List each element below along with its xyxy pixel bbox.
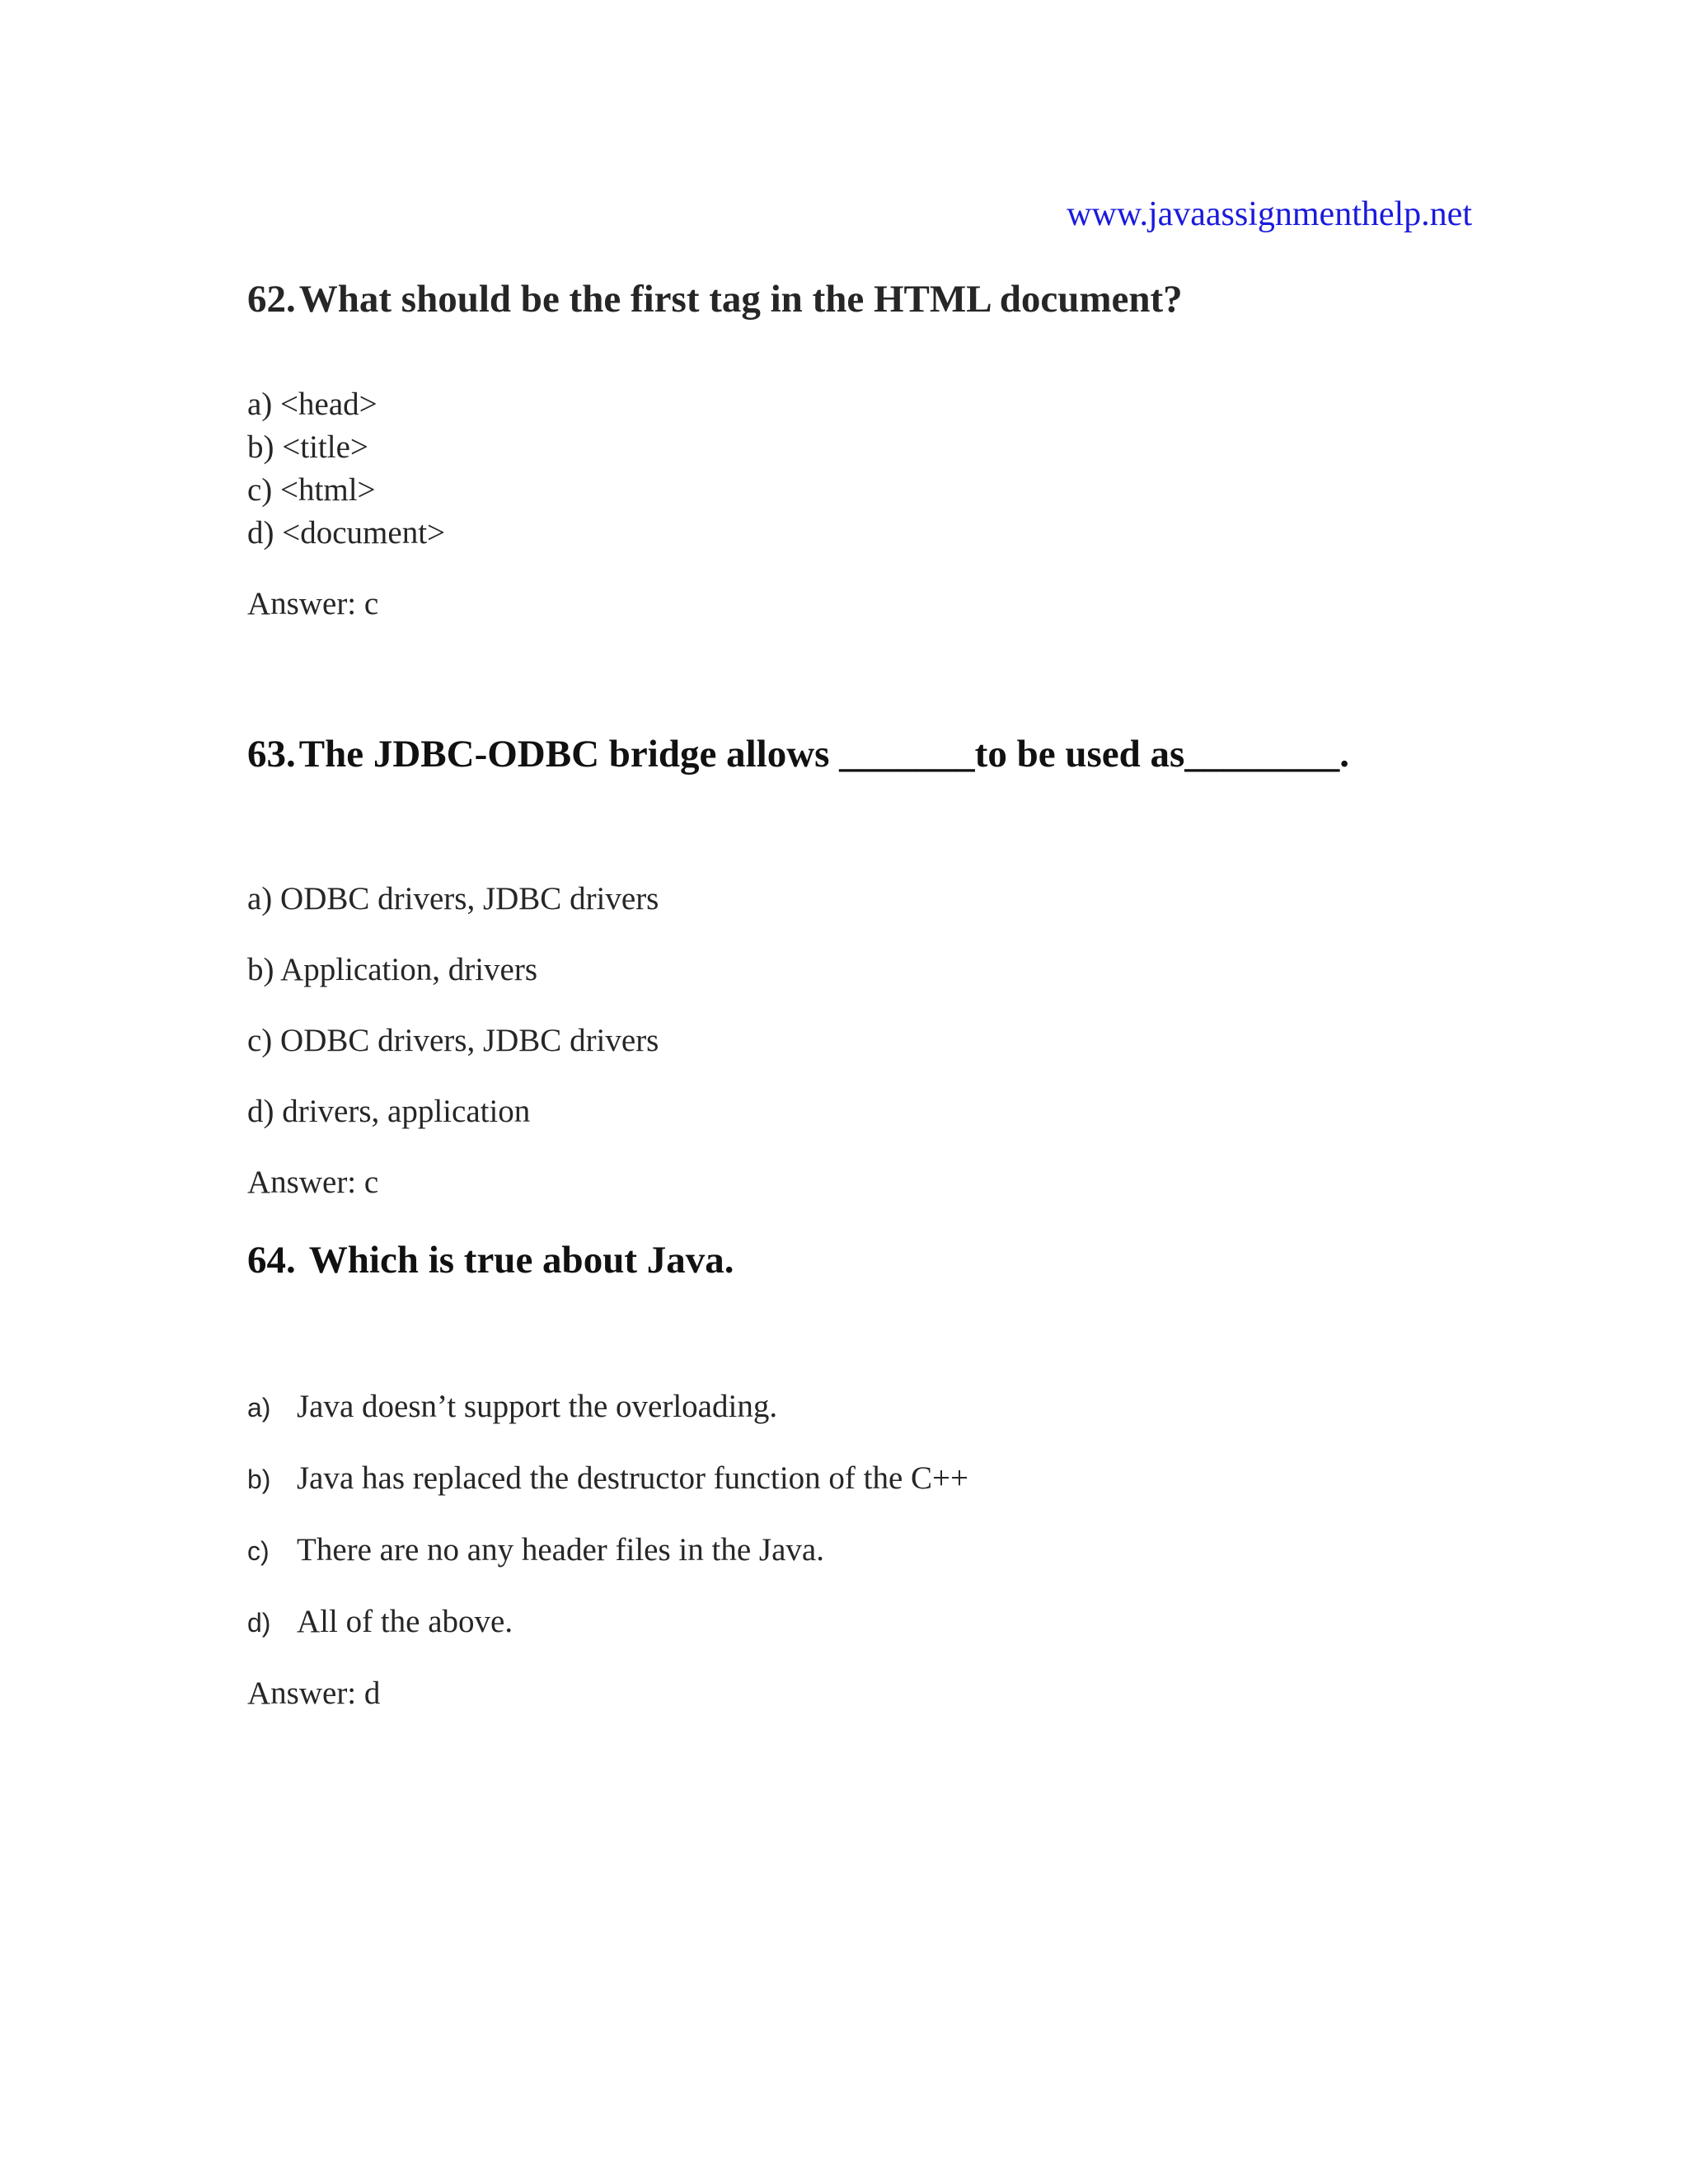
question-62-option-d: d) <document> <box>247 515 446 551</box>
question-63-option-b: b) Application, drivers <box>247 952 538 987</box>
option-letter: a) <box>247 1393 271 1422</box>
question-63-answer: Answer: c <box>247 1165 379 1200</box>
question-number: 64. <box>247 1239 296 1282</box>
option-text: Java has replaced the destructor function of the C++ <box>297 1460 969 1496</box>
option-letter: c) <box>247 1536 270 1566</box>
question-text: The JDBC-ODBC bridge allows _______to be used as________. <box>298 733 1350 776</box>
question-text: What should be the first tag in the HTML document? <box>298 278 1183 321</box>
option-letter: d) <box>247 1608 271 1638</box>
question-text: Which is true about Java. <box>308 1239 734 1282</box>
question-64-option-a <box>247 1388 777 1425</box>
question-63-option-d: d) drivers, application <box>247 1094 531 1129</box>
option-letter: b) <box>247 1465 271 1494</box>
question-64-option-d <box>247 1603 513 1640</box>
question-64-answer: Answer: d <box>247 1675 381 1711</box>
question-62-option-c: c) <html> <box>247 472 376 508</box>
option-text: There are no any header files in the Java. <box>297 1532 824 1568</box>
question-63-option-a: a) ODBC drivers, JDBC drivers <box>247 881 659 916</box>
question-64-option-c <box>247 1531 824 1568</box>
question-62-option-a: a) <head> <box>247 387 377 422</box>
question-63-option-c: c) ODBC drivers, JDBC drivers <box>247 1023 659 1058</box>
site-link[interactable]: www.javaassignmenthelp.net <box>1067 195 1472 233</box>
question-number: 63. <box>247 733 296 776</box>
question-63-title <box>247 732 1349 776</box>
question-62-option-b: b) <title> <box>247 429 368 465</box>
question-62-title <box>247 277 1183 321</box>
option-text: Java doesn’t support the overloading. <box>297 1389 778 1424</box>
question-64-option-b <box>247 1460 968 1497</box>
question-64-title <box>247 1238 734 1282</box>
question-62-answer: Answer: c <box>247 586 379 621</box>
question-number: 62. <box>247 278 296 321</box>
option-text: All of the above. <box>297 1604 513 1639</box>
